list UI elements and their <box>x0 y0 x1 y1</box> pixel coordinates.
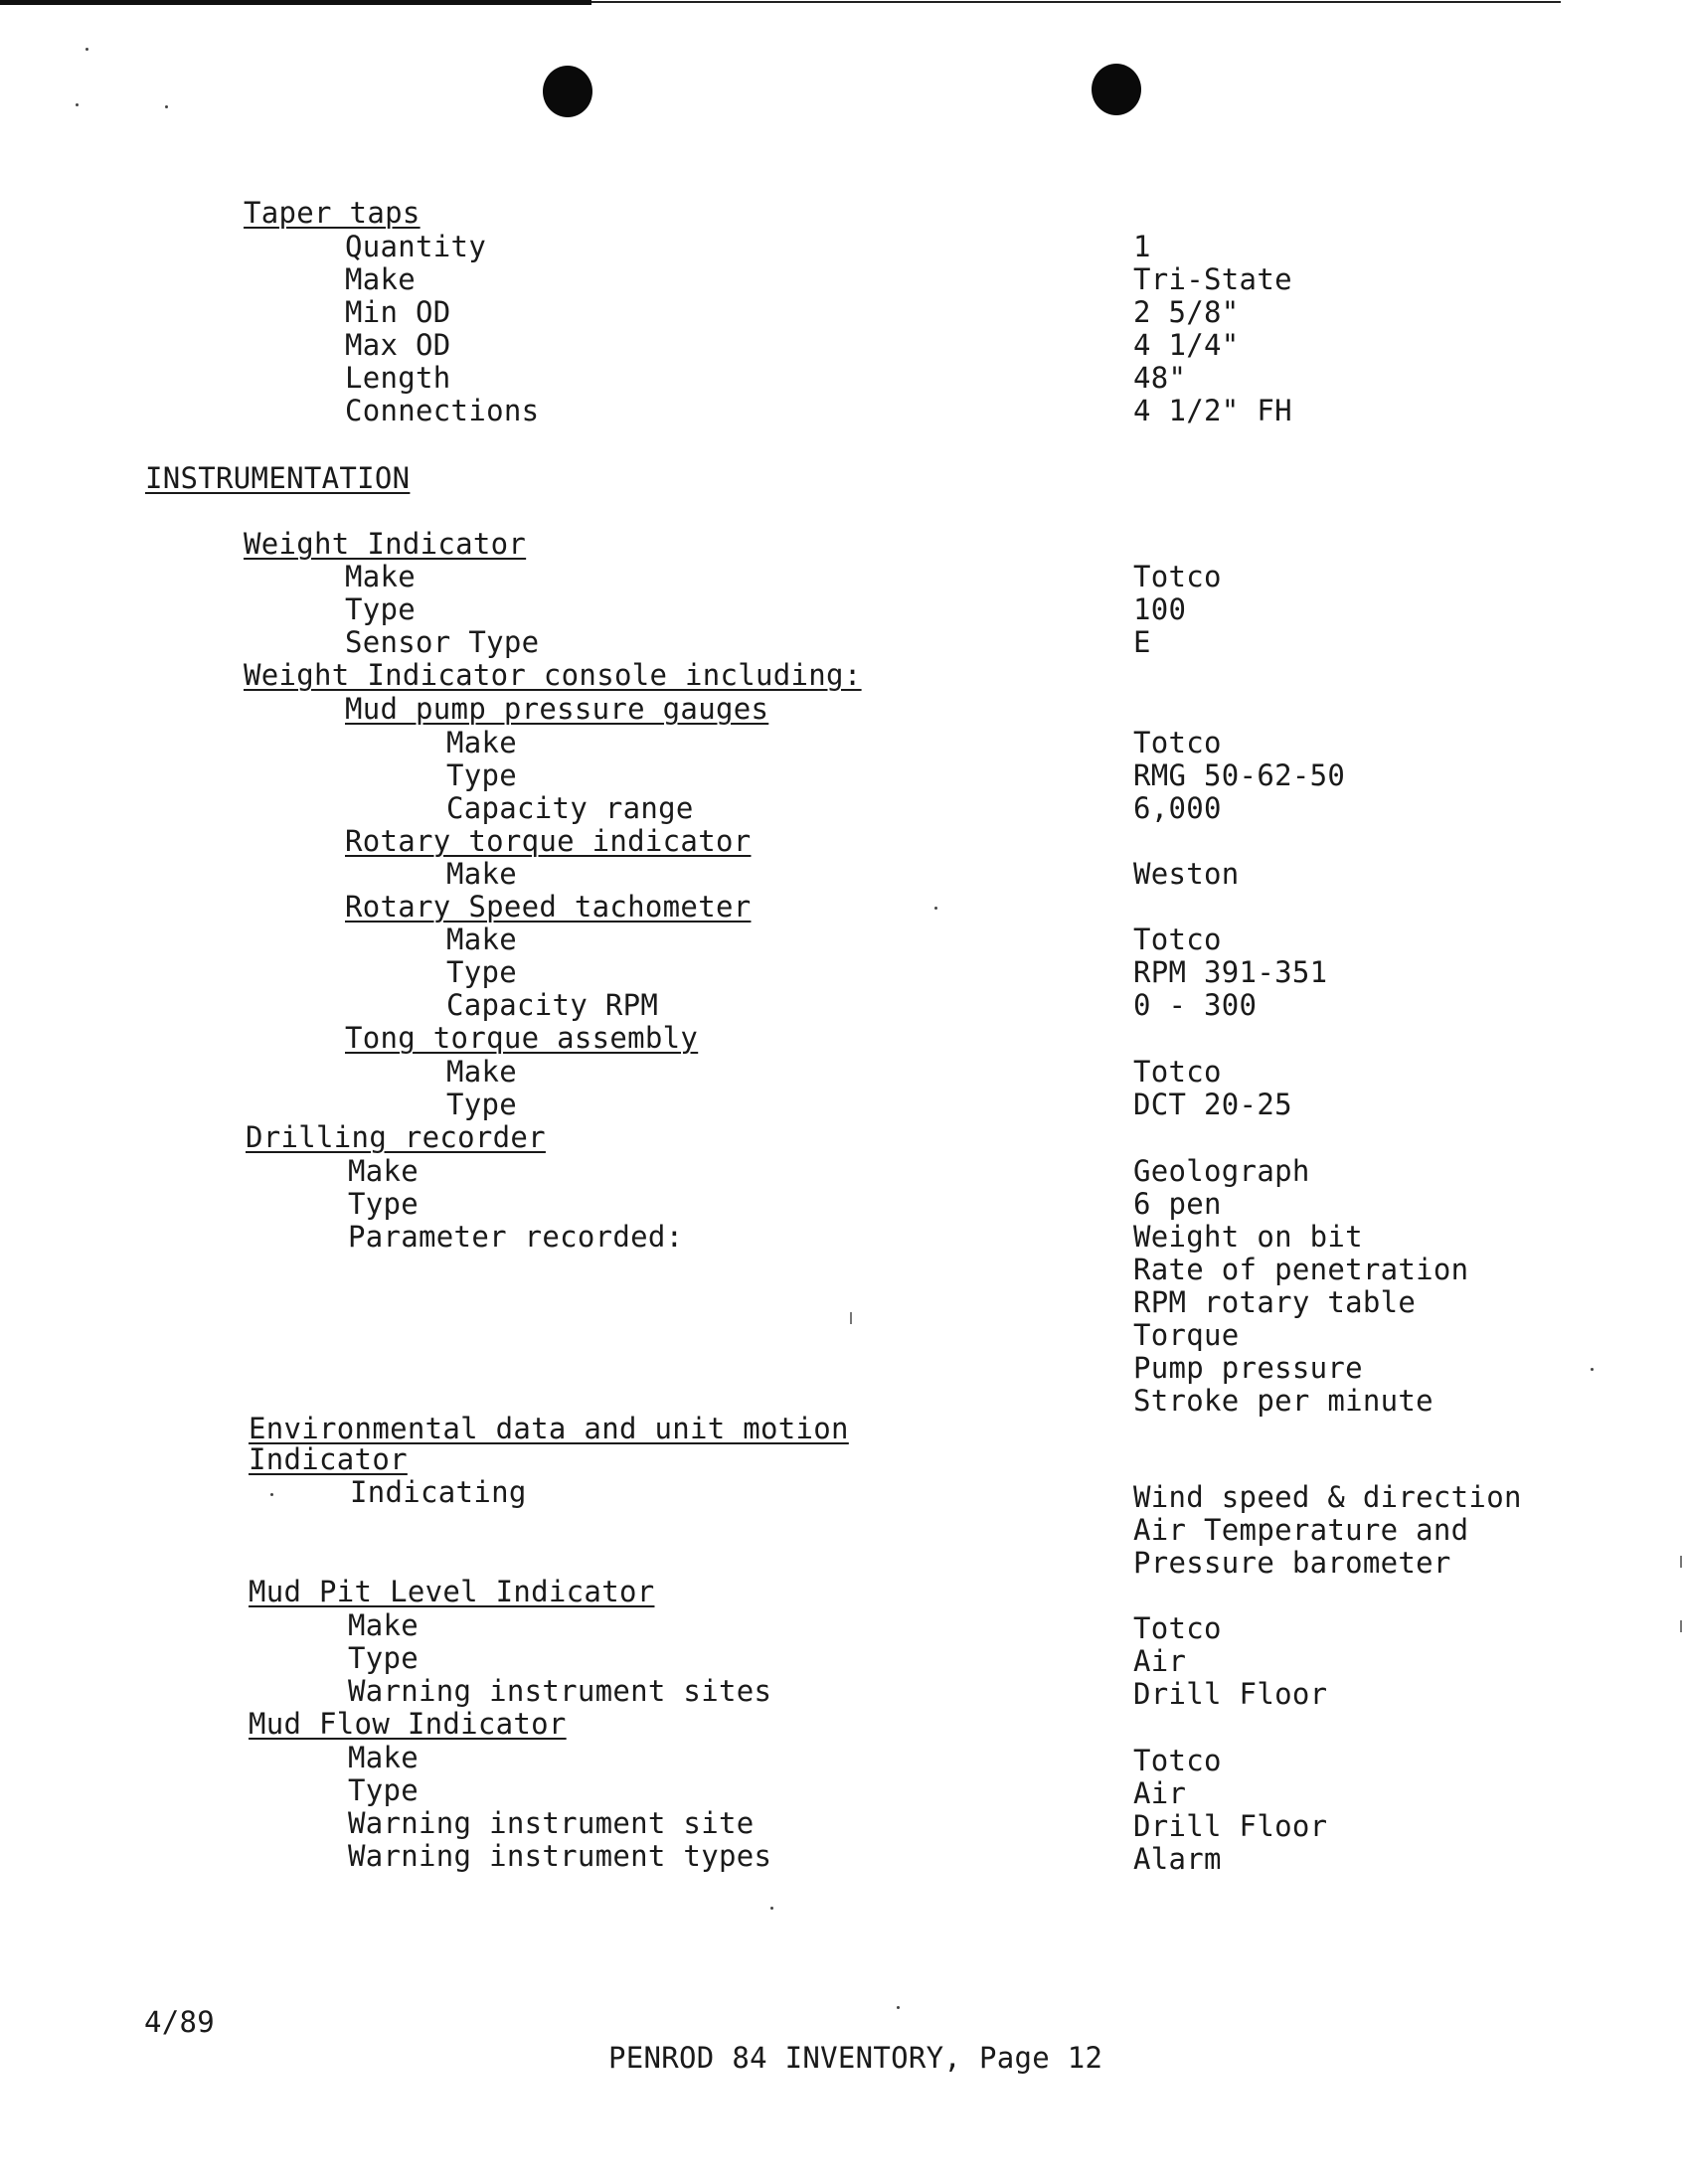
row-value: Totco <box>1133 1611 1222 1645</box>
row-label: Make <box>348 1741 420 1774</box>
row-value: Totco <box>1133 726 1222 759</box>
row-value: Air <box>1133 1644 1187 1678</box>
row-value: 4 1/4" <box>1133 328 1240 362</box>
row-value: 2 5/8" <box>1133 295 1240 329</box>
row-label: Type <box>348 1641 420 1675</box>
item-heading-mud-pump-gauges: Mud pump pressure gauges <box>345 692 769 726</box>
subsection-heading-mud-pit: Mud Pit Level Indicator <box>249 1575 655 1608</box>
scan-speck <box>897 2006 900 2009</box>
row-label: Type <box>446 955 518 989</box>
row-value: Totco <box>1133 923 1222 956</box>
row-value: Drill Floor <box>1133 1677 1328 1711</box>
parameter-item: Rate of penetration <box>1133 1253 1469 1286</box>
row-label: Type <box>348 1187 420 1221</box>
row-value: RMG 50-62-50 <box>1133 758 1346 792</box>
punch-hole-left <box>543 66 592 117</box>
row-label: Connections <box>345 394 540 427</box>
row-label: Make <box>348 1608 420 1642</box>
row-label: Type <box>446 1088 518 1121</box>
top-rule-right <box>591 1 1561 3</box>
parameter-item: Weight on bit <box>1133 1220 1363 1254</box>
environmental-value: Pressure barometer <box>1133 1546 1451 1580</box>
scan-speck <box>770 1907 773 1910</box>
subsection-heading-environmental-line2: Indicator <box>249 1442 408 1476</box>
scan-speck <box>934 907 937 910</box>
environmental-value: Air Temperature and <box>1133 1513 1469 1547</box>
environmental-value: Wind speed & direction <box>1133 1480 1522 1514</box>
scan-speck <box>76 103 79 106</box>
row-label: Max OD <box>345 328 451 362</box>
row-value: Alarm <box>1133 1842 1222 1876</box>
row-value: E <box>1133 625 1151 659</box>
subsection-heading-drilling-recorder: Drilling recorder <box>246 1120 546 1154</box>
row-label: Make <box>446 726 518 759</box>
row-value: 100 <box>1133 592 1187 626</box>
row-value: Totco <box>1133 560 1222 593</box>
scan-speck <box>165 105 168 108</box>
parameter-item: Torque <box>1133 1318 1240 1352</box>
row-value: Geolograph <box>1133 1154 1310 1188</box>
row-value: Totco <box>1133 1744 1222 1777</box>
row-label: Warning instrument sites <box>348 1674 772 1708</box>
section-heading-taper-taps: Taper taps <box>244 196 421 230</box>
row-label: Type <box>345 592 417 626</box>
item-heading-rotary-torque: Rotary torque indicator <box>345 824 752 858</box>
row-label: Make <box>446 857 518 891</box>
row-label: Indicating <box>350 1475 527 1509</box>
scan-speck <box>85 48 88 51</box>
row-value: 4 1/2" FH <box>1133 394 1292 427</box>
subsection-heading-environmental: Environmental data and unit motion <box>249 1412 849 1445</box>
row-label: Warning instrument site <box>348 1806 755 1840</box>
item-heading-rotary-speed: Rotary Speed tachometer <box>345 890 752 924</box>
row-label: Make <box>348 1154 420 1188</box>
row-value: RPM 391-351 <box>1133 955 1328 989</box>
row-label: Sensor Type <box>345 625 540 659</box>
row-value: Totco <box>1133 1055 1222 1089</box>
subsection-heading-mud-flow: Mud Flow Indicator <box>249 1707 567 1741</box>
row-value: 0 - 300 <box>1133 988 1258 1022</box>
parameter-item: RPM rotary table <box>1133 1285 1417 1319</box>
row-label: Type <box>446 758 518 792</box>
scan-speck <box>1591 1368 1594 1371</box>
scan-speck <box>270 1493 273 1496</box>
parameter-recorded-label: Parameter recorded: <box>348 1220 684 1254</box>
scan-mark <box>1680 1620 1682 1632</box>
row-value: Drill Floor <box>1133 1809 1328 1843</box>
row-label: Min OD <box>345 295 451 329</box>
row-label: Capacity range <box>446 791 694 825</box>
top-rule-left <box>0 0 591 5</box>
footer-date: 4/89 <box>144 2005 216 2039</box>
section-title-instrumentation: INSTRUMENTATION <box>145 461 411 495</box>
row-label: Warning instrument types <box>348 1839 772 1873</box>
subsection-heading-console: Weight Indicator console including: <box>244 658 862 692</box>
row-value: 1 <box>1133 230 1151 263</box>
row-label: Length <box>345 361 451 395</box>
row-label: Make <box>345 262 417 296</box>
row-value: Tri-State <box>1133 262 1292 296</box>
scan-mark <box>850 1312 852 1324</box>
row-value: 6 pen <box>1133 1187 1222 1221</box>
punch-hole-right <box>1092 64 1141 115</box>
footer-page-label: PENROD 84 INVENTORY, Page 12 <box>608 2041 1103 2075</box>
row-label: Quantity <box>345 230 487 263</box>
parameter-item: Pump pressure <box>1133 1351 1363 1385</box>
row-value: DCT 20-25 <box>1133 1088 1292 1121</box>
row-label: Type <box>348 1773 420 1807</box>
row-label: Make <box>446 923 518 956</box>
row-value: 48" <box>1133 361 1187 395</box>
parameter-item: Stroke per minute <box>1133 1384 1433 1418</box>
scan-mark <box>1680 1556 1682 1568</box>
row-label: Make <box>345 560 417 593</box>
row-value: Air <box>1133 1776 1187 1810</box>
row-value: 6,000 <box>1133 791 1222 825</box>
row-value: Weston <box>1133 857 1240 891</box>
row-label: Capacity RPM <box>446 988 659 1022</box>
subsection-heading-weight-indicator: Weight Indicator <box>244 527 527 561</box>
row-label: Make <box>446 1055 518 1089</box>
item-heading-tong-torque: Tong torque assembly <box>345 1021 699 1055</box>
